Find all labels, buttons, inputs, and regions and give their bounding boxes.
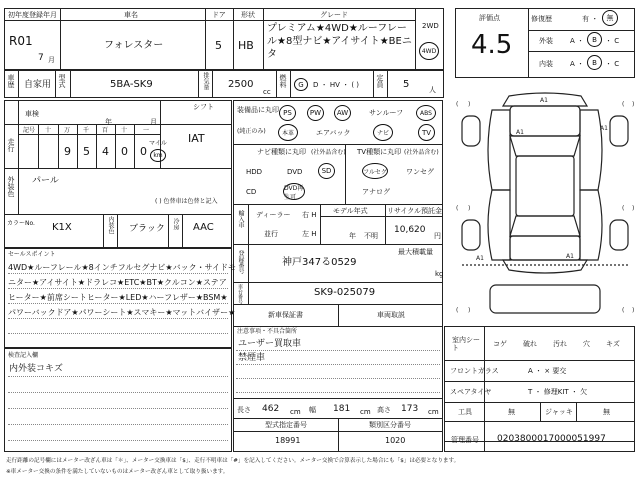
svg-text:): ) [468,101,471,108]
fuel-label: 燃料 [279,74,287,88]
max-load-label: 最大積載量 [398,248,433,256]
length-label: 長さ [237,406,251,414]
exterior-tail: ・ C [605,37,620,45]
management-label: 管理番号 [451,436,479,444]
equip-abs: ABS [416,105,436,121]
height-value: 173 [401,404,419,414]
model-spec-label: 型式指定番号 [265,421,307,429]
digit-header-6: 一 [143,127,150,134]
month-unit: 月 [48,56,55,64]
rear-bumper-shape [503,260,587,273]
notes-line-2: 禁煙車 [238,353,266,363]
digit-header-5: 十 [121,127,128,134]
spare-tire-label: スペアタイヤ [450,388,492,396]
fuel-g-circled: G [294,78,308,91]
width-label: 幅 [309,406,316,414]
navi-dvd: DVD [287,168,303,176]
ac-label: 冷房 [172,218,179,230]
width-unit: cm [360,408,371,416]
equip-aw: AW [334,105,351,121]
mileage-digit-4: 4 [102,145,109,158]
recycle-unit: 円 [434,232,441,240]
tv-label: TV種類に丸印 [357,148,402,156]
interior-b-circled: B [587,55,602,70]
equip-navi: ナビ [373,124,393,141]
tv-analog: アナログ [362,188,390,196]
front-glass-value: A ・ × 要交 [528,367,567,375]
svg-text:(: ( [622,307,625,314]
displacement-label: 排気量 [202,72,209,90]
svg-text:): ) [632,205,635,212]
tv-sub: (社外品含む) [404,149,439,156]
svg-text:(: ( [622,205,625,212]
navi-dvd-play: DVD再生可 [284,184,304,201]
grade-value: プレミアム★4WD★ルーフレール★8型ナビ★アイサイト★BEニタ [267,23,412,60]
sheet-scratch: キズ [606,340,620,348]
category-no-label: 類別区分番号 [369,421,411,429]
inspection-year: 年 [105,118,112,126]
navi-hdd: HDD [246,168,263,176]
capacity-value: 5 [403,79,410,90]
digit-header-2: 万 [64,127,71,134]
footer-line-2: ※車メーター交換の条件を満たしていないものはメーター改ざん車として取り扱います。 [6,469,229,475]
mileage-digit-5: 0 [121,145,128,158]
tools-label: 工具 [458,408,472,416]
import-left: 左 H [302,230,317,238]
model-year-unit: 年 [349,232,356,240]
windshield-shape [510,136,580,156]
left-rear-side-shape [488,190,510,260]
right-rear-side-shape [580,190,602,260]
sales-line-3: ヒーター★前席シートヒーター★LED★ハーフレザー★BSM★ [8,293,228,302]
interior-color-value: ブラック [129,224,165,234]
sheet-stain: 汚れ [553,340,567,348]
inspection-month: 月 [150,118,157,126]
right-front-side-shape [580,110,602,190]
equip-tv: TV [418,124,435,141]
navi-label: ナビ種類に丸印 [257,148,306,156]
underbody-shape [490,285,600,313]
first-reg-value: R01 [9,34,33,48]
shape-value: HB [238,39,254,52]
door-value: 5 [215,39,222,52]
doc-manual: 車両取説 [377,311,405,319]
interior-sheet-label: 室内シート [452,336,480,352]
shift-value: IAT [188,132,205,145]
svg-text:(: ( [456,307,459,314]
height-label: 高さ [377,406,391,414]
import-label: 輸入車 [237,210,244,228]
model-year-label: モデル年式 [333,207,368,215]
color-no-label: カラーNo. [7,220,35,227]
mileage-digit-2: 9 [64,145,71,158]
mark-hood-a1: A1 [516,129,524,136]
car-damage-diagram [454,90,636,320]
recycle-value: 10,620 [394,225,426,235]
model-year-unknown: 不明 [364,232,378,240]
equip-sunroof: サンルーフ [369,109,404,117]
equip-leather: 本革 [278,124,298,141]
sales-line-4: パワーバックドア★パワーシート★スマキー★マットバイザー★ [8,308,236,317]
jack-value: 無 [603,408,610,416]
mileage-km-circled: km [150,149,166,162]
tv-oneseg: ワンセグ [406,168,434,176]
model-label: 型式 [58,74,66,88]
svg-text:(: ( [456,205,459,212]
color-no-value: K1X [52,222,72,233]
svg-text:(: ( [456,101,459,108]
fuel-options: D ・ HV ・ ( ) [313,81,360,89]
exterior-label: 外装 [539,37,553,45]
category-label: 車歴 [7,74,15,88]
digit-header-4: 百 [102,127,109,134]
digit-header-1: 十 [45,127,52,134]
notes-line-1: ユーザー買取車 [238,339,302,349]
sales-line-2: ニター★アイサイト★ドラレコ★ETC★BT★クルコン★ステア [8,278,227,287]
mileage-digit-3: 5 [83,145,90,158]
equip-pw: PW [307,105,324,121]
first-reg-month: 7 [38,53,44,63]
mark-right-a1: A1 [600,125,608,132]
interior-label: 内装 [539,60,553,68]
model-value: 5BA-SK9 [110,79,153,90]
mileage-symbol-header: 記号 [23,127,36,134]
exterior-b-circled: B [587,32,602,47]
repair-none-circled: 無 [602,10,618,26]
cc-unit: cc [263,88,271,96]
sales-line-1: 4WD★ルーフレール★8インチフルセグナビ★バック・サイドモ [8,263,237,272]
capacity-unit: 人 [429,86,436,94]
navi-sub: (社外品含む) [311,149,346,156]
length-value: 462 [262,404,280,414]
exterior-options: A ・ [570,37,585,45]
max-load-unit: kg [435,270,444,278]
color-label: 外装色 [7,176,15,197]
width-value: 181 [333,404,351,414]
mark-rear-a1: A1 [566,253,574,260]
tv-fullseg: フルセグ [362,163,388,179]
sales-points-label: セールスポイント [8,251,56,258]
equipment-sub: (純正のみ) [237,128,266,135]
mileage-label: 走行 [7,138,15,152]
svg-text:(: ( [622,101,625,108]
chassis-value: SK9-025079 [314,287,376,298]
equip-ps: PS [279,105,296,121]
car-name: フォレスター [104,40,164,51]
sheet-tear: 破れ [523,340,537,348]
mark-left-rear-a1: A1 [476,255,484,262]
category-no-value: 1020 [385,436,406,445]
first-reg-label: 初年度登録年月 [8,11,57,19]
interior-tail: ・ C [605,60,620,68]
repair-options: 有 ・ [582,15,599,23]
left-rear-wheel-shape [462,220,480,250]
equip-airbag: エアバック [316,129,351,137]
score-value: 4.5 [471,30,513,60]
displacement-value: 2500 [228,79,254,90]
mileage-mile: マイル [149,140,167,147]
interior-color-label: 内装色 [107,216,114,234]
front-glass-label: フロントガラス [450,367,499,375]
svg-text:): ) [632,307,635,314]
footer-line-1: 走行距離の記号欄にはメーター改ざん車は「＊」、メーター交換車は「$」、走行不明車は「#」を記入してください。メーター交換で合算表示した場合にも「$」は必要となります。 [6,458,460,464]
score-label: 評価点 [479,14,500,22]
notes-label: 注意事項・不具合箇所 [237,328,298,335]
svg-text:): ) [468,307,471,314]
doc-warranty: 新車保証書 [268,311,303,319]
capacity-label: 定員 [376,74,384,88]
door-label: ドア [212,11,226,19]
inspection-label: 車検 [25,110,39,118]
car-outline-svg [454,90,636,320]
spare-tire-value: T ・ 修理KIT ・ 欠 [528,388,588,396]
svg-text:): ) [632,101,635,108]
recycle-label: リサイクル預託金 [387,207,443,215]
shift-label: シフト [193,103,214,111]
length-unit: cm [290,408,301,416]
drive-4wd-circled: 4WD [419,42,439,60]
navi-cd: CD [246,188,257,196]
grade-label: グレード [320,11,348,19]
color-value: パール [32,176,59,186]
left-front-side-shape [488,110,510,190]
right-rear-wheel-shape [610,220,628,250]
drive-2wd-label: 2WD [422,22,439,30]
jack-label: ジャッキ [545,408,573,416]
registration-label: 登録番号 [237,250,244,274]
mileage-digit-6: 0 [140,145,147,158]
chassis-label: 車台番号 [237,284,243,304]
sheet-hole: 穴 [583,340,590,348]
interior-options: A ・ [570,60,585,68]
ac-value: AAC [193,222,214,233]
right-front-wheel-shape [610,116,628,146]
color-note: ( ) 色替車は色替と記入 [155,198,218,205]
car-name-label: 車名 [124,11,138,19]
import-parallel: 並行 [264,230,278,238]
mark-front-a1: A1 [540,97,548,104]
inspector-label: 検査記入欄 [8,352,39,359]
management-value: 0203800017000051997 [497,434,606,444]
svg-text:): ) [468,205,471,212]
model-spec-value: 18991 [275,436,301,445]
left-front-wheel-shape [462,116,480,146]
navi-sd: SD [318,163,335,179]
import-right: 右 H [302,211,317,219]
equipment-label: 装備品に丸印 [237,106,279,114]
rear-glass-shape [510,216,580,236]
inspector-value: 内外装コキズ [9,364,63,374]
import-dealer: ディーラー [256,211,291,219]
tools-value: 無 [508,408,515,416]
roof-shape [516,156,574,216]
digit-header-3: 千 [83,127,90,134]
registration-value: 神戸347る0529 [282,257,357,268]
shape-label: 形状 [241,11,255,19]
height-unit: cm [428,408,439,416]
repair-label: 修復歴 [531,15,552,23]
sheet-burn: コゲ [493,340,507,348]
category-value: 自家用 [24,80,52,90]
